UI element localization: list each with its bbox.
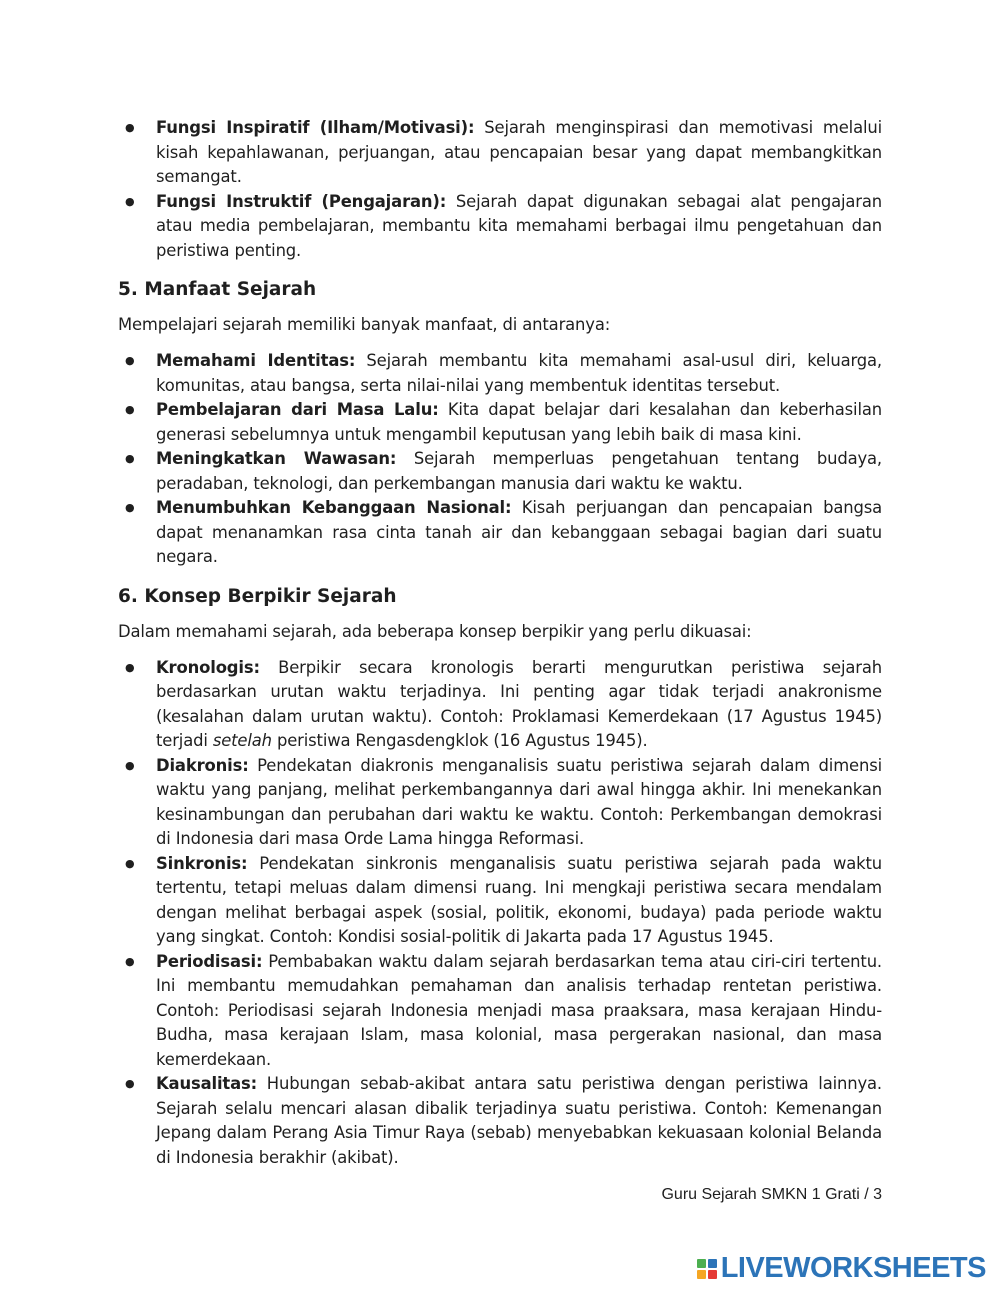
logo-tile — [697, 1270, 706, 1279]
item-text-emphasis: setelah — [212, 731, 272, 750]
functions-list — [118, 116, 882, 263]
section-5-heading: 5. Manfaat Sejarah — [118, 279, 317, 300]
item-text: Pendekatan diakronis menganalisis suatu peristiwa sejarah dalam dimensi waktu yang panjang, melihat perkembangannya dari awal hingga akhir. Ini menekankan kesinambungan dan perubahan dari waktu ke waktu. Contoh: Perkembangan demokrasi di Indonesia dari masa Orde Lama hingga Reformasi. — [156, 755, 882, 848]
item-text: Berpikir secara kronologis berarti mengurutkan peristiwa sejarah berdasarkan urutan waktu terjadinya. Ini penting agar tidak terjadi anakronisme (kesalahan dalam urutan waktu). Contoh: Proklamasi Kemerdekaan (17 Agustus 1945) terjadi — [156, 657, 882, 750]
section-6-intro: Dalam memahami sejarah, ada beberapa konsep berpikir yang perlu dikuasai: — [118, 621, 752, 641]
item-term: Kronologis: — [156, 657, 260, 677]
section-5-intro: Mempelajari sejarah memiliki banyak manfaat, di antaranya: — [118, 315, 611, 334]
page-footer: Guru Sejarah SMKN 1 Grati / 3 — [661, 1186, 882, 1203]
list-item — [118, 950, 882, 1073]
list-item — [118, 496, 882, 570]
item-term: Meningkatkan Wawasan: — [156, 449, 397, 468]
section-6-heading: 6. Konsep Berpikir Sejarah — [118, 585, 397, 607]
item-text: Pembabakan waktu dalam sejarah berdasarkan tema atau ciri-ciri tertentu. Ini membantu memudahkan pemahaman dan analisis terhadap rentetan peristiwa. Contoh: Periodisasi sejarah Indonesia menjadi masa praaksara, masa kerajaan Hindu-Budha, masa kerajaan Islam, masa kolonial, masa pergerakan nasional, dan masa kemerdekaan. — [156, 951, 882, 1069]
benefits-list — [118, 349, 882, 570]
item-term: Periodisasi: — [156, 951, 263, 971]
concepts-list — [118, 656, 882, 1171]
list-item — [118, 852, 882, 950]
item-term: Diakronis: — [156, 755, 249, 775]
item-text: Kisah perjuangan dan pencapaian bangsa dapat menanamkan rasa cinta tanah air dan kebanggaan sebagai bagian dari suatu negara. — [156, 498, 882, 566]
item-text: peristiwa Rengasdengklok (16 Agustus 1945). — [271, 731, 648, 750]
item-term: Fungsi Instruktif (Pengajaran): — [156, 191, 447, 211]
logo-tile — [708, 1270, 717, 1279]
list-item — [118, 398, 882, 447]
list-item — [118, 754, 882, 852]
item-text: Sejarah dapat digunakan sebagai alat pengajaran atau media pembelajaran, membantu kita memahami berbagai ilmu pengetahuan dan peristiwa penting. — [156, 191, 882, 260]
list-item — [118, 116, 882, 190]
list-item — [118, 447, 882, 496]
item-text: Sejarah membantu kita memahami asal-usul diri, keluarga, komunitas, atau bangsa, serta nilai-nilai yang membentuk identitas tersebut. — [156, 351, 882, 395]
list-item — [118, 656, 882, 754]
item-text: Sejarah memperluas pengetahuan tentang budaya, peradaban, teknologi, dan perkembangan manusia dari waktu ke waktu. — [156, 449, 882, 493]
liveworksheets-logo-icon — [697, 1259, 717, 1279]
list-item — [118, 349, 882, 398]
item-term: Sinkronis: — [156, 853, 248, 873]
item-text: Sejarah menginspirasi dan memotivasi melalui kisah kepahlawanan, perjuangan, atau pencapaian besar yang dapat membangkitkan semangat. — [156, 118, 883, 186]
document-page — [118, 116, 882, 1170]
logo-tile — [697, 1259, 706, 1268]
logo-tile — [708, 1259, 717, 1268]
item-text: Pendekatan sinkronis menganalisis suatu peristiwa sejarah pada waktu tertentu, tetapi meluas dalam dimensi ruang. Ini mengkaji peristiwa secara mendalam dengan melihat berbagai aspek (sosial, politik, ekonomi, budaya) pada periode waktu yang singkat. Contoh: Kondisi sosial-politik di Jakarta pada 17 Agustus 1945. — [156, 853, 882, 946]
item-term: Menumbuhkan Kebanggaan Nasional: — [156, 498, 512, 517]
item-text: Kita dapat belajar dari kesalahan dan keberhasilan generasi sebelumnya untuk mengambil keputusan yang lebih baik di masa kini. — [156, 400, 882, 444]
list-item — [118, 1072, 882, 1170]
liveworksheets-brand[interactable] — [697, 1252, 986, 1285]
item-term: Memahami Identitas: — [156, 351, 356, 370]
item-term: Pembelajaran dari Masa Lalu: — [156, 400, 439, 419]
item-term: Kausalitas: — [156, 1074, 258, 1093]
item-term: Fungsi Inspiratif (Ilham/Motivasi): — [156, 118, 475, 137]
list-item — [118, 190, 882, 264]
item-text: Hubungan sebab-akibat antara satu peristiwa dengan peristiwa lainnya. Sejarah selalu mencari alasan dibalik terjadinya suatu peristiwa. Contoh: Kemenangan Jepang dalam Perang Asia Timur Raya (sebab) menyebabkan kekuasaan kolonial Belanda di Indonesia berakhir (akibat). — [156, 1074, 882, 1167]
brand-name: LIVEWORKSHEETS — [720, 1252, 986, 1284]
